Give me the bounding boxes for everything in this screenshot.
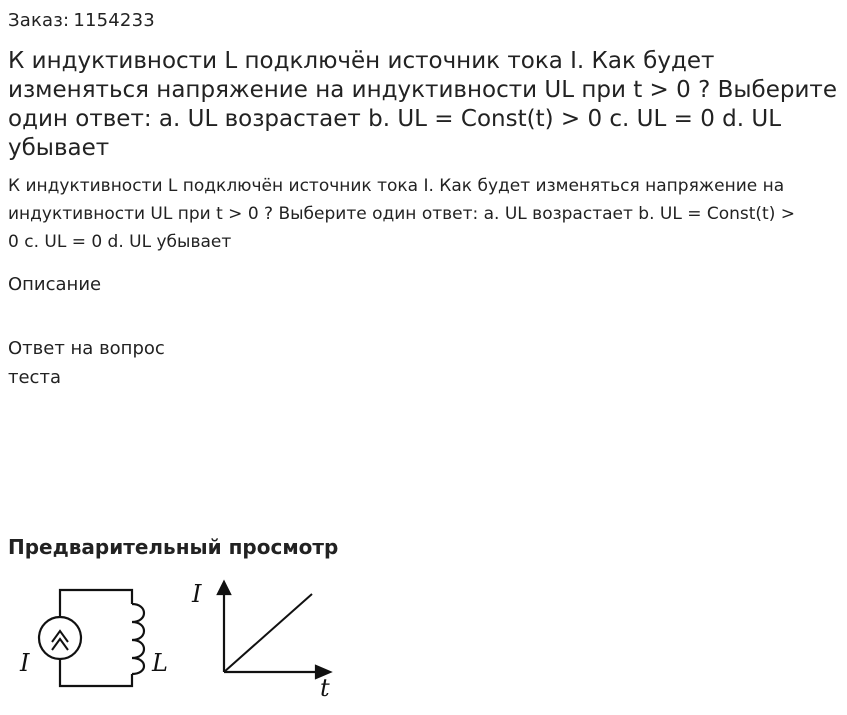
description-text: Ответ на вопрос теста	[8, 338, 165, 388]
source-arrow-lower	[52, 639, 68, 650]
inductor-icon	[132, 604, 144, 674]
y-axis-arrow-icon	[218, 582, 230, 594]
preview-heading: Предварительный просмотр	[8, 535, 339, 559]
question-text: К индуктивности L подключён источник тока I. Как будет изменяться напряжение на индуктивности UL при t > 0 ? Выберите один ответ: a. UL возрастает b. UL = Const(t) > 0 c. UL = 0 d. UL убывает	[8, 176, 795, 252]
circuit-diagram	[39, 590, 144, 686]
preview-image	[14, 576, 344, 706]
circuit-bottom-wire	[60, 662, 132, 686]
graph-x-label: t	[320, 674, 330, 702]
description-heading: Описание	[8, 274, 102, 295]
order-label: Заказ:	[8, 10, 70, 31]
graph-y-label: I	[192, 580, 202, 608]
order-number: 1154233	[73, 10, 155, 31]
current-graph	[218, 582, 330, 678]
page-title: К индуктивности L подключён источник тока I. Как будет изменяться напряжение на индуктивности UL при t > 0 ? Выберите один ответ: a. UL возрастает b. UL = Const(t) > 0 c. UL = 0 d. UL убывает	[8, 48, 837, 161]
circuit-and-graph-drawing	[14, 576, 344, 706]
current-line	[224, 594, 312, 672]
source-label: I	[20, 649, 30, 677]
order-line	[8, 9, 155, 33]
circuit-top-wire	[60, 590, 132, 604]
inductor-label: L	[152, 649, 168, 677]
